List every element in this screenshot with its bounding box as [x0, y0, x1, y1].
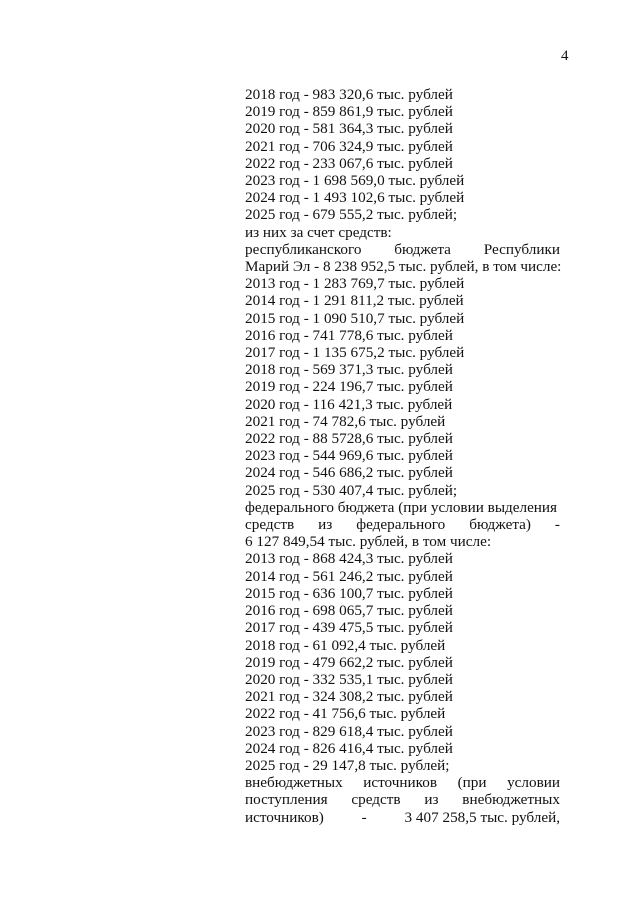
year-line: 2018 год - 569 371,3 тыс. рублей: [245, 361, 453, 379]
heading-word: -: [361, 808, 367, 826]
heading-word: источников): [245, 808, 324, 826]
heading-word: внебюджетных: [245, 774, 343, 792]
year-line: 2023 год - 829 618,4 тыс. рублей: [245, 722, 453, 740]
year-line: 2020 год - 116 421,3 тыс. рублей: [245, 395, 453, 413]
year-line: 2022 год - 41 756,6 тыс. рублей: [245, 705, 446, 723]
year-line: 2014 год - 561 246,2 тыс. рублей: [245, 567, 453, 585]
republic-heading-tail: Марий Эл - 8 238 952,5 тыс. рублей, в том числе:: [245, 258, 562, 276]
year-line: 2016 год - 698 065,7 тыс. рублей: [245, 602, 453, 620]
heading-word: бюджета: [394, 240, 451, 258]
year-line: 2019 год - 224 196,7 тыс. рублей: [245, 378, 453, 396]
document-body: [245, 86, 560, 826]
heading-word: условии: [507, 774, 560, 792]
text-line: 2024 год - 1 493 102,6 тыс. рублей: [245, 189, 465, 207]
republic-heading-line: [245, 241, 560, 258]
page-number: 4: [561, 48, 569, 64]
text-line: 2022 год - 233 067,6 тыс. рублей: [245, 154, 453, 172]
heading-word: -: [554, 516, 560, 534]
year-line: 2015 год - 1 090 510,7 тыс. рублей: [245, 309, 465, 327]
heading-word: средств: [351, 791, 401, 809]
year-line: 2016 год - 741 778,6 тыс. рублей: [245, 326, 453, 344]
republic-budget-section: [245, 241, 560, 499]
extrabudget-line-2: [245, 791, 560, 808]
year-line: 2018 год - 61 092,4 тыс. рублей: [245, 636, 446, 654]
year-line: 2020 год - 332 535,1 тыс. рублей: [245, 670, 453, 688]
heading-word: федерального: [356, 516, 446, 534]
year-line: 2013 год - 1 283 769,7 тыс. рублей: [245, 275, 465, 293]
heading-word: республиканского: [245, 240, 362, 258]
year-line: 2022 год - 88 5728,6 тыс. рублей: [245, 430, 453, 448]
extrabudget-section: [245, 774, 560, 826]
intro-section: [245, 86, 560, 241]
year-line: 2023 год - 544 969,6 тыс. рублей: [245, 447, 453, 465]
year-line: 2021 год - 324 308,2 тыс. рублей: [245, 688, 453, 706]
text-line: 2023 год - 1 698 569,0 тыс. рублей: [245, 172, 465, 190]
text-line: 2018 год - 983 320,6 тыс. рублей: [245, 86, 453, 103]
federal-budget-section: [245, 499, 560, 774]
extrabudget-line-1: [245, 774, 560, 791]
heading-word: 3 407 258,5 тыс. рублей,: [404, 808, 560, 826]
year-line: 2014 год - 1 291 811,2 тыс. рублей: [245, 292, 464, 310]
text-line: 2020 год - 581 364,3 тыс. рублей: [245, 120, 453, 138]
year-line: 2017 год - 1 135 675,2 тыс. рублей: [245, 344, 465, 362]
heading-word: из: [424, 791, 439, 809]
year-line: 2015 год - 636 100,7 тыс. рублей: [245, 584, 453, 602]
text-line: из них за счет средств:: [245, 223, 392, 241]
year-line: 2024 год - 546 686,2 тыс. рублей: [245, 464, 453, 482]
heading-word: внебюджетных: [462, 791, 560, 809]
heading-word: из: [318, 516, 333, 534]
year-line: 2025 год - 29 147,8 тыс. рублей;: [245, 756, 450, 774]
year-line: 2025 год - 530 407,4 тыс. рублей;: [245, 481, 458, 499]
text-line: 2025 год - 679 555,2 тыс. рублей;: [245, 206, 458, 224]
heading-word: поступления: [245, 791, 328, 809]
heading-word: Республики: [483, 240, 560, 258]
year-line: 2013 год - 868 424,3 тыс. рублей: [245, 550, 453, 568]
year-line: 2019 год - 479 662,2 тыс. рублей: [245, 653, 453, 671]
heading-word: (при: [457, 774, 487, 792]
heading-word: источников: [363, 774, 438, 792]
federal-heading-tail: 6 127 849,54 тыс. рублей, в том числе:: [245, 533, 492, 551]
heading-word: средств: [245, 516, 295, 534]
text-line: 2019 год - 859 861,9 тыс. рублей: [245, 103, 453, 121]
year-line: 2017 год - 439 475,5 тыс. рублей: [245, 619, 453, 637]
extrabudget-line-3: [245, 809, 560, 826]
federal-heading-line: федерального бюджета (при условии выделения: [245, 498, 558, 516]
federal-heading-line-2: [245, 516, 560, 533]
year-line: 2024 год - 826 416,4 тыс. рублей: [245, 739, 453, 757]
year-line: 2021 год - 74 782,6 тыс. рублей: [245, 412, 446, 430]
heading-word: бюджета): [469, 516, 531, 534]
text-line: 2021 год - 706 324,9 тыс. рублей: [245, 137, 453, 155]
